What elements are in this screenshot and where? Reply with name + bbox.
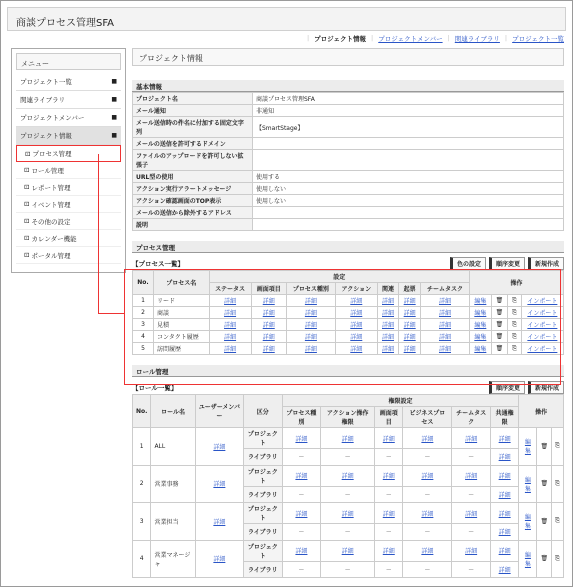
- perm-detail-link[interactable]: 詳細: [382, 473, 395, 480]
- role-row: [133, 540, 564, 561]
- detail-link[interactable]: 詳細: [350, 346, 363, 353]
- perm-detail-link[interactable]: 詳細: [465, 435, 478, 443]
- edit-link[interactable]: 編集: [524, 514, 531, 531]
- nav-project-info[interactable]: プロジェクト情報: [314, 35, 367, 43]
- info-row: [133, 207, 564, 219]
- trash-icon[interactable]: 🗑: [491, 343, 508, 355]
- trash-icon[interactable]: 🗑: [491, 307, 508, 319]
- detail-link[interactable]: 詳細: [350, 298, 363, 305]
- detail-link[interactable]: 詳細: [438, 346, 451, 353]
- dash: －: [321, 561, 375, 578]
- nav-project-list[interactable]: プロジェクト一覧: [512, 35, 564, 43]
- dash: －: [403, 561, 452, 578]
- sidebar-sub-role[interactable]: ⊡ ロール管理: [16, 162, 121, 179]
- highlight-connector: [98, 154, 99, 314]
- process-highlight-box: [124, 269, 561, 385]
- copy-icon[interactable]: ⎘: [552, 465, 564, 503]
- sidebar-item-members[interactable]: プロジェクトメンバー ■: [16, 109, 121, 127]
- perm-detail-link[interactable]: 詳細: [465, 473, 478, 480]
- perm-detail-link[interactable]: 詳細: [498, 548, 511, 555]
- member-detail-link[interactable]: 詳細: [213, 443, 226, 451]
- sidebar-sub-process[interactable]: ⊡ プロセス管理: [16, 145, 121, 162]
- detail-link[interactable]: 詳細: [438, 310, 451, 317]
- perm-detail-link[interactable]: 詳細: [295, 435, 308, 443]
- role-reorder-button[interactable]: 順序変更: [489, 381, 525, 394]
- detail-link[interactable]: 詳細: [224, 298, 237, 305]
- import-link[interactable]: インポート: [527, 346, 558, 353]
- row-no: 4: [133, 331, 154, 343]
- detail-link[interactable]: 詳細: [304, 298, 317, 305]
- row-no: 2: [133, 465, 151, 503]
- kubun: ライブラリ: [244, 561, 283, 578]
- perm-detail-link[interactable]: 詳細: [498, 491, 511, 499]
- info-row: [133, 195, 564, 207]
- sidebar-item-project-list[interactable]: プロジェクト一覧 ■: [16, 73, 121, 91]
- dash: －: [321, 486, 375, 503]
- info-row: [133, 183, 564, 195]
- dash: －: [375, 524, 403, 541]
- detail-link[interactable]: 詳細: [224, 334, 237, 341]
- info-row: [133, 117, 564, 138]
- perm-detail-link[interactable]: 詳細: [421, 435, 434, 443]
- perm-detail-link[interactable]: 詳細: [498, 510, 511, 518]
- edit-link[interactable]: 編集: [474, 334, 487, 341]
- detail-link[interactable]: 詳細: [350, 322, 363, 329]
- info-value: [253, 207, 564, 219]
- detail-link[interactable]: 詳細: [382, 346, 395, 353]
- sidebar-sub-portal[interactable]: ⊡ ポータル管理: [16, 247, 121, 264]
- info-value: 非通知: [253, 105, 564, 117]
- detail-link[interactable]: 詳細: [350, 334, 363, 341]
- info-row: [133, 219, 564, 231]
- row-no: 3: [133, 503, 151, 541]
- row-no: 4: [133, 540, 151, 578]
- dash: －: [375, 561, 403, 578]
- detail-link[interactable]: 詳細: [382, 310, 395, 317]
- nav-project-members[interactable]: プロジェクトメンバー: [378, 35, 443, 43]
- row-no: 1: [133, 428, 151, 466]
- edit-link[interactable]: 編集: [474, 346, 487, 353]
- info-value: 【SmartStage】: [253, 117, 564, 138]
- detail-link[interactable]: 詳細: [304, 346, 317, 353]
- perm-detail-link[interactable]: 詳細: [341, 548, 354, 555]
- detail-link[interactable]: 詳細: [262, 334, 275, 341]
- info-value: [253, 219, 564, 231]
- trash-icon[interactable]: 🗑: [537, 465, 552, 503]
- dash: －: [282, 561, 321, 578]
- info-key: メールの送信から除外するアドレス: [133, 207, 253, 219]
- info-value: 使用しない: [253, 195, 564, 207]
- dash: －: [282, 449, 321, 466]
- detail-link[interactable]: 詳細: [438, 334, 451, 341]
- detail-link[interactable]: 詳細: [438, 298, 451, 305]
- edit-link[interactable]: 編集: [524, 439, 531, 456]
- sidebar-item-project-info[interactable]: プロジェクト情報 ■: [16, 127, 121, 145]
- detail-link[interactable]: 詳細: [262, 322, 275, 329]
- info-key: アクション確認画面のTOP表示: [133, 195, 253, 207]
- info-row: [133, 138, 564, 150]
- kubun: プロジェクト: [244, 540, 283, 561]
- perm-detail-link[interactable]: 詳細: [382, 510, 395, 518]
- dash: －: [452, 524, 491, 541]
- trash-icon[interactable]: 🗑: [491, 331, 508, 343]
- row-no: 3: [133, 319, 154, 331]
- dash: －: [452, 561, 491, 578]
- row-no: 1: [133, 295, 154, 307]
- detail-link[interactable]: 詳細: [304, 334, 317, 341]
- sidebar-sub-report[interactable]: ⊡ レポート管理: [16, 179, 121, 196]
- detail-link[interactable]: 詳細: [403, 334, 416, 341]
- color-settings-button[interactable]: 色の設定: [450, 257, 486, 270]
- edit-link[interactable]: 編集: [474, 322, 487, 329]
- process-name: 商談: [154, 307, 210, 319]
- dash: －: [452, 486, 491, 503]
- role-table: No. ロール名 ユーザーメンバー 区分 権限設定 操作 プロセス種別 アクション操作権限 画面項目 ビジネスプロセス チームタスク 共通権限 1 ALL 詳細 プロジェクト 詳細 詳細 詳細 詳細 詳細 詳細 編集 🗑 ⎘ ライブラリ － － － － － 詳細 2 営業事務 詳細 プロジェクト 詳細 詳細 詳細 詳細 詳細 詳細 編集 🗑 ⎘ ライブラリ － － － － － 詳細 3 営業担当 詳細 プロジェクト 詳細 詳細 詳細 詳細 詳細 詳細 編集 🗑 ⎘ ライブラリ － － － － － 詳細 4 営業マネージャ 詳細 プロジェクト 詳細 詳細 詳細 詳細 詳細 詳細 編集 🗑 ⎘ ライブラリ － － － － － 詳細: [132, 394, 564, 578]
- process-list-label: 【プロセス一覧】: [132, 259, 184, 268]
- info-key: メール通知: [133, 105, 253, 117]
- kubun: プロジェクト: [244, 465, 283, 486]
- sidebar-menu: [11, 48, 126, 273]
- info-row: [133, 171, 564, 183]
- dash: －: [321, 524, 375, 541]
- reorder-button[interactable]: 順序変更: [489, 257, 525, 270]
- row-no: 2: [133, 307, 154, 319]
- copy-icon[interactable]: ⎘: [552, 540, 564, 578]
- perm-detail-link[interactable]: 詳細: [498, 529, 511, 537]
- detail-link[interactable]: 詳細: [403, 298, 416, 305]
- detail-link[interactable]: 詳細: [403, 310, 416, 317]
- sidebar-sub-other[interactable]: ⊡ その他の設定: [16, 213, 121, 230]
- kubun: プロジェクト: [244, 503, 283, 524]
- perm-detail-link[interactable]: 詳細: [341, 435, 354, 443]
- kubun: ライブラリ: [244, 524, 283, 541]
- info-value: 使用しない: [253, 183, 564, 195]
- copy-icon[interactable]: ⎘: [552, 428, 564, 466]
- dash: －: [282, 524, 321, 541]
- member-detail-link[interactable]: 詳細: [213, 481, 226, 489]
- info-key: ファイルのアップロードを許可しない拡張子: [133, 150, 253, 171]
- edit-link[interactable]: 編集: [474, 298, 487, 305]
- perm-detail-link[interactable]: 詳細: [498, 473, 511, 480]
- detail-link[interactable]: 詳細: [382, 322, 395, 329]
- section-process: プロセス管理: [132, 241, 564, 253]
- role-name: 営業マネージャ: [151, 540, 195, 578]
- info-key: 説明: [133, 219, 253, 231]
- dash: －: [403, 449, 452, 466]
- perm-detail-link[interactable]: 詳細: [295, 473, 308, 480]
- info-value: 商談プロセス管理SFA: [253, 93, 564, 105]
- dash: －: [375, 449, 403, 466]
- sidebar-sub-calendar[interactable]: ⊡ カレンダー機能: [16, 230, 121, 247]
- detail-link[interactable]: 詳細: [403, 322, 416, 329]
- process-name: リード: [154, 295, 210, 307]
- kubun: ライブラリ: [244, 486, 283, 503]
- kubun: プロジェクト: [244, 428, 283, 449]
- detail-link[interactable]: 詳細: [262, 346, 275, 353]
- square-icon: ■: [111, 96, 117, 103]
- role-row: [133, 503, 564, 524]
- trash-icon[interactable]: 🗑: [537, 503, 552, 541]
- detail-link[interactable]: 詳細: [224, 346, 237, 353]
- dash: －: [375, 486, 403, 503]
- perm-detail-link[interactable]: 詳細: [295, 510, 308, 518]
- info-value: [253, 150, 564, 171]
- process-name: 見積: [154, 319, 210, 331]
- basic-info-table: [132, 92, 564, 231]
- perm-detail-link[interactable]: 詳細: [498, 566, 511, 574]
- process-table: No. プロセス名 設定 操作 ステータス 画面項目 プロセス種別 アクション 関連 起票 チームタスク 1 リード 詳細 詳細 詳細 詳細 詳細 詳細 詳細 編集 🗑 ⎘ インポート 2 商談 詳細 詳細 詳細 詳細 詳細 詳細 詳細 編集 🗑 ⎘ インポート 3 見積 詳細 詳細 詳細 詳細 詳細 詳細 詳細 編集 🗑 ⎘ インポート 4 コンタクト履歴 詳細 詳細 詳細 詳細 詳細 詳細 詳細 編集 🗑 ⎘ インポート 5 訪問履歴 詳細 詳細 詳細 詳細 詳細 詳細 詳細 編集 🗑 ⎘ インポート: [132, 270, 564, 355]
- import-link[interactable]: インポート: [527, 334, 558, 341]
- app-title: 商談プロセス管理SFA: [7, 7, 566, 31]
- detail-link[interactable]: 詳細: [262, 298, 275, 305]
- dash: －: [452, 449, 491, 466]
- process-name: コンタクト履歴: [154, 331, 210, 343]
- role-row: [133, 465, 564, 486]
- sidebar-item-library[interactable]: 関連ライブラリ ■: [16, 91, 121, 109]
- detail-link[interactable]: 詳細: [262, 310, 275, 317]
- info-row: [133, 105, 564, 117]
- info-key: URL型の使用: [133, 171, 253, 183]
- detail-link[interactable]: 詳細: [224, 322, 237, 329]
- role-create-button[interactable]: 新規作成: [528, 381, 564, 394]
- info-value: 使用する: [253, 171, 564, 183]
- perm-detail-link[interactable]: 詳細: [465, 548, 478, 555]
- menu-header: メニュー: [16, 53, 121, 70]
- import-link[interactable]: インポート: [527, 298, 558, 305]
- detail-link[interactable]: 詳細: [224, 310, 237, 317]
- info-key: プロジェクト名: [133, 93, 253, 105]
- dash: －: [282, 486, 321, 503]
- info-row: [133, 93, 564, 105]
- trash-icon[interactable]: 🗑: [537, 540, 552, 578]
- nav-related-library[interactable]: 関連ライブラリ: [454, 35, 500, 43]
- row-no: 5: [133, 343, 154, 355]
- copy-icon[interactable]: ⎘: [508, 319, 521, 331]
- copy-icon[interactable]: ⎘: [508, 343, 521, 355]
- highlight-connector: [98, 313, 124, 314]
- import-link[interactable]: インポート: [527, 322, 558, 329]
- role-list-label: 【ロール一覧】: [132, 383, 178, 392]
- role-name: ALL: [151, 428, 195, 466]
- detail-link[interactable]: 詳細: [438, 322, 451, 329]
- perm-detail-link[interactable]: 詳細: [382, 435, 395, 443]
- perm-detail-link[interactable]: 詳細: [341, 473, 354, 480]
- info-key: メールの送信を許可するドメイン: [133, 138, 253, 150]
- perm-detail-link[interactable]: 詳細: [465, 510, 478, 518]
- edit-link[interactable]: 編集: [524, 551, 531, 568]
- role-row: [133, 428, 564, 449]
- import-link[interactable]: インポート: [527, 310, 558, 317]
- copy-icon[interactable]: ⎘: [552, 503, 564, 541]
- perm-detail-link[interactable]: 詳細: [498, 435, 511, 443]
- detail-link[interactable]: 詳細: [382, 334, 395, 341]
- detail-link[interactable]: 詳細: [350, 310, 363, 317]
- trash-icon[interactable]: 🗑: [537, 428, 552, 466]
- dash: －: [321, 449, 375, 466]
- member-detail-link[interactable]: 詳細: [213, 518, 226, 526]
- square-icon: ■: [111, 114, 117, 121]
- member-detail-link[interactable]: 詳細: [213, 556, 226, 564]
- perm-detail-link[interactable]: 詳細: [421, 510, 434, 518]
- detail-link[interactable]: 詳細: [304, 322, 317, 329]
- perm-detail-link[interactable]: 詳細: [295, 548, 308, 555]
- detail-link[interactable]: 詳細: [403, 346, 416, 353]
- perm-detail-link[interactable]: 詳細: [421, 473, 434, 480]
- dash: －: [403, 486, 452, 503]
- create-button[interactable]: 新規作成: [528, 257, 564, 270]
- perm-detail-link[interactable]: 詳細: [341, 510, 354, 518]
- detail-link[interactable]: 詳細: [382, 298, 395, 305]
- sidebar-sub-event[interactable]: ⊡ イベント管理: [16, 196, 121, 213]
- info-value: [253, 138, 564, 150]
- edit-link[interactable]: 編集: [474, 310, 487, 317]
- dash: －: [403, 524, 452, 541]
- role-name: 営業事務: [151, 465, 195, 503]
- section-role: ロール管理: [132, 365, 564, 377]
- perm-detail-link[interactable]: 詳細: [498, 454, 511, 462]
- info-key: メール送信時の件名に付加する固定文字列: [133, 117, 253, 138]
- square-icon: ■: [111, 78, 117, 85]
- copy-icon[interactable]: ⎘: [508, 307, 521, 319]
- copy-icon[interactable]: ⎘: [508, 295, 521, 307]
- role-name: 営業担当: [151, 503, 195, 541]
- detail-link[interactable]: 詳細: [304, 310, 317, 317]
- copy-icon[interactable]: ⎘: [508, 331, 521, 343]
- square-icon: ■: [111, 132, 117, 139]
- trash-icon[interactable]: 🗑: [491, 319, 508, 331]
- top-nav: | プロジェクト情報 | プロジェクトメンバー | 関連ライブラリ | プロジェクト一覧: [306, 34, 564, 43]
- perm-detail-link[interactable]: 詳細: [421, 548, 434, 555]
- trash-icon[interactable]: 🗑: [491, 295, 508, 307]
- process-name: 訪問履歴: [154, 343, 210, 355]
- info-row: [133, 150, 564, 171]
- perm-detail-link[interactable]: 詳細: [382, 548, 395, 555]
- section-basic-info: 基本情報: [132, 80, 564, 92]
- kubun: ライブラリ: [244, 449, 283, 466]
- edit-link[interactable]: 編集: [524, 476, 531, 493]
- info-key: アクション実行アラートメッセージ: [133, 183, 253, 195]
- page-title: プロジェクト情報: [132, 48, 564, 66]
